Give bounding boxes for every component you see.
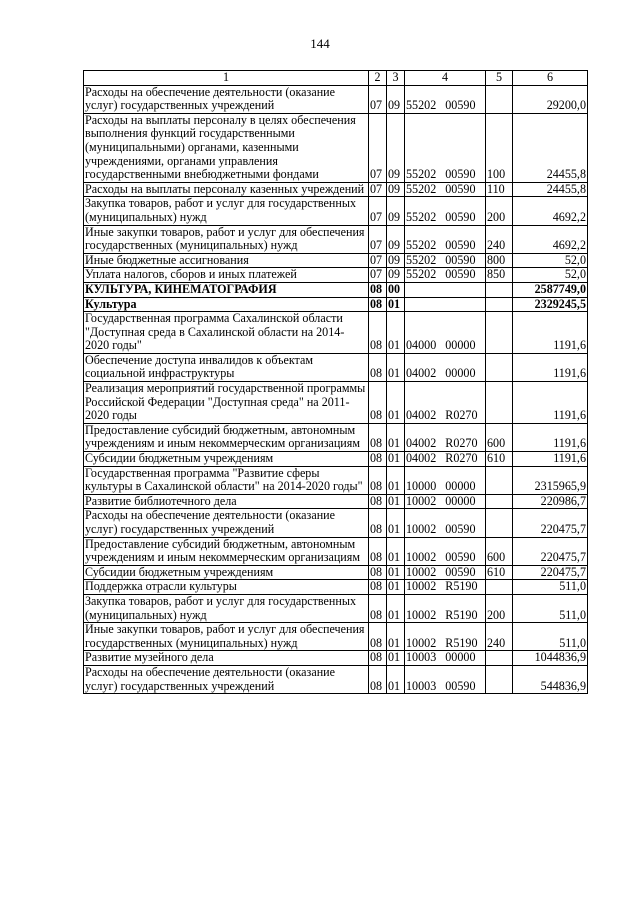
- row-amount: 4692,2: [513, 225, 588, 253]
- row-subsection: 09: [387, 85, 405, 113]
- table-row: [84, 494, 588, 509]
- row-target-article: 10002 R5190: [405, 580, 486, 595]
- row-target-article: 55202 00590: [405, 85, 486, 113]
- row-expense-type: [486, 282, 513, 297]
- row-amount: 2329245,5: [513, 297, 588, 312]
- row-target-article: 10000 00000: [405, 466, 486, 494]
- table-row: [84, 466, 588, 494]
- row-subsection: 01: [387, 537, 405, 565]
- row-target-article: 10002 00590: [405, 565, 486, 580]
- row-section: 08: [369, 353, 387, 381]
- row-expense-type: 110: [486, 182, 513, 197]
- row-target-article: [405, 297, 486, 312]
- row-subsection: 01: [387, 353, 405, 381]
- row-name: Обеспечение доступа инвалидов к объектам социальной инфраструктуры: [84, 353, 369, 381]
- table-row: [84, 282, 588, 297]
- table-row: [84, 113, 588, 182]
- row-subsection: 01: [387, 466, 405, 494]
- row-subsection: 09: [387, 268, 405, 283]
- row-expense-type: 600: [486, 537, 513, 565]
- row-expense-type: [486, 466, 513, 494]
- row-name: Предоставление субсидий бюджетным, автономным учреждениям и иным некоммерческим организациям: [84, 423, 369, 451]
- row-target-article: 04002 00000: [405, 353, 486, 381]
- row-subsection: 01: [387, 312, 405, 354]
- row-target-article: 04002 R0270: [405, 452, 486, 467]
- row-expense-type: 610: [486, 452, 513, 467]
- table-row: [84, 580, 588, 595]
- row-amount: 2315965,9: [513, 466, 588, 494]
- row-expense-type: 240: [486, 225, 513, 253]
- table-row: [84, 182, 588, 197]
- row-subsection: 01: [387, 580, 405, 595]
- row-section: 07: [369, 182, 387, 197]
- row-expense-type: [486, 494, 513, 509]
- row-amount: 1044836,9: [513, 651, 588, 666]
- row-name: Субсидии бюджетным учреждениям: [84, 565, 369, 580]
- row-subsection: 01: [387, 297, 405, 312]
- row-section: 08: [369, 282, 387, 297]
- col-header-section: 2: [369, 71, 387, 86]
- table-row: [84, 665, 588, 693]
- row-expense-type: [486, 353, 513, 381]
- row-expense-type: 610: [486, 565, 513, 580]
- row-section: 07: [369, 268, 387, 283]
- row-name: Иные закупки товаров, работ и услуг для обеспечения государственных (муниципальных) нужд: [84, 225, 369, 253]
- row-expense-type: [486, 509, 513, 537]
- row-section: 07: [369, 197, 387, 225]
- row-section: 08: [369, 651, 387, 666]
- row-name: Государственная программа Сахалинской области "Доступная среда в Сахалинской области на 2014-2020 годы": [84, 312, 369, 354]
- row-section: 08: [369, 423, 387, 451]
- row-name: Государственная программа "Развитие сферы культуры в Сахалинской области" на 2014-2020 годы": [84, 466, 369, 494]
- row-expense-type: 800: [486, 253, 513, 268]
- row-expense-type: [486, 580, 513, 595]
- row-amount: 1191,6: [513, 312, 588, 354]
- table-row: [84, 268, 588, 283]
- row-expense-type: 100: [486, 113, 513, 182]
- table-row: [84, 651, 588, 666]
- row-name: Иные бюджетные ассигнования: [84, 253, 369, 268]
- row-amount: 4692,2: [513, 197, 588, 225]
- row-target-article: 04002 R0270: [405, 382, 486, 424]
- row-amount: 220986,7: [513, 494, 588, 509]
- row-subsection: 01: [387, 565, 405, 580]
- row-target-article: 10002 R5190: [405, 594, 486, 622]
- row-name: Субсидии бюджетным учреждениям: [84, 452, 369, 467]
- row-expense-type: [486, 382, 513, 424]
- table-row: [84, 312, 588, 354]
- table-row: [84, 253, 588, 268]
- table-row: [84, 452, 588, 467]
- row-name: Поддержка отрасли культуры: [84, 580, 369, 595]
- row-subsection: 09: [387, 225, 405, 253]
- row-section: 07: [369, 85, 387, 113]
- row-expense-type: [486, 665, 513, 693]
- table-row: [84, 353, 588, 381]
- row-target-article: 55202 00590: [405, 268, 486, 283]
- row-target-article: 10002 00590: [405, 537, 486, 565]
- row-expense-type: [486, 312, 513, 354]
- row-expense-type: 240: [486, 623, 513, 651]
- row-target-article: 04000 00000: [405, 312, 486, 354]
- row-target-article: 55202 00590: [405, 197, 486, 225]
- row-expense-type: [486, 297, 513, 312]
- row-amount: 24455,8: [513, 182, 588, 197]
- table-row: [84, 623, 588, 651]
- row-name: Расходы на обеспечение деятельности (оказание услуг) государственных учреждений: [84, 85, 369, 113]
- table-row: [84, 423, 588, 451]
- row-amount: 511,0: [513, 594, 588, 622]
- row-amount: 29200,0: [513, 85, 588, 113]
- row-section: 07: [369, 113, 387, 182]
- row-subsection: 09: [387, 113, 405, 182]
- row-name: Расходы на обеспечение деятельности (оказание услуг) государственных учреждений: [84, 665, 369, 693]
- row-target-article: 10003 00000: [405, 651, 486, 666]
- row-name: Расходы на обеспечение деятельности (оказание услуг) государственных учреждений: [84, 509, 369, 537]
- row-subsection: 01: [387, 494, 405, 509]
- row-section: 08: [369, 452, 387, 467]
- row-expense-type: 850: [486, 268, 513, 283]
- row-subsection: 01: [387, 665, 405, 693]
- row-target-article: 10002 R5190: [405, 623, 486, 651]
- row-section: 08: [369, 594, 387, 622]
- row-name: Уплата налогов, сборов и иных платежей: [84, 268, 369, 283]
- table-body: [84, 85, 588, 694]
- table-row: [84, 565, 588, 580]
- row-name: Развитие библиотечного дела: [84, 494, 369, 509]
- row-section: 08: [369, 297, 387, 312]
- col-header-subsection: 3: [387, 71, 405, 86]
- row-target-article: 55202 00590: [405, 253, 486, 268]
- row-amount: 2587749,0: [513, 282, 588, 297]
- row-amount: 1191,6: [513, 382, 588, 424]
- table-row: [84, 85, 588, 113]
- row-section: 07: [369, 253, 387, 268]
- row-name: Закупка товаров, работ и услуг для государственных (муниципальных) нужд: [84, 594, 369, 622]
- row-amount: 1191,6: [513, 423, 588, 451]
- row-target-article: 55202 00590: [405, 113, 486, 182]
- row-subsection: 09: [387, 182, 405, 197]
- row-amount: 24455,8: [513, 113, 588, 182]
- table-row: [84, 297, 588, 312]
- row-section: 08: [369, 623, 387, 651]
- col-header-expense-type: 5: [486, 71, 513, 86]
- row-name: Реализация мероприятий государственной программы Российской Федерации "Доступная среда" на 2011-2020 годы: [84, 382, 369, 424]
- row-subsection: 01: [387, 423, 405, 451]
- col-header-target-article: 4: [405, 71, 486, 86]
- row-amount: 220475,7: [513, 537, 588, 565]
- table-row: [84, 537, 588, 565]
- row-name: КУЛЬТУРА, КИНЕМАТОГРАФИЯ: [84, 282, 369, 297]
- row-subsection: 01: [387, 623, 405, 651]
- row-name: Предоставление субсидий бюджетным, автономным учреждениям и иным некоммерческим организациям: [84, 537, 369, 565]
- row-expense-type: 200: [486, 197, 513, 225]
- budget-table: [83, 70, 588, 694]
- row-name: Расходы на выплаты персоналу казенных учреждений: [84, 182, 369, 197]
- table-row: [84, 594, 588, 622]
- row-amount: 52,0: [513, 253, 588, 268]
- row-subsection: 09: [387, 253, 405, 268]
- row-amount: 544836,9: [513, 665, 588, 693]
- row-target-article: [405, 282, 486, 297]
- row-amount: 1191,6: [513, 452, 588, 467]
- row-subsection: 01: [387, 382, 405, 424]
- row-target-article: 55202 00590: [405, 182, 486, 197]
- row-section: 08: [369, 466, 387, 494]
- row-subsection: 00: [387, 282, 405, 297]
- row-name: Иные закупки товаров, работ и услуг для обеспечения государственных (муниципальных) нужд: [84, 623, 369, 651]
- row-name: Закупка товаров, работ и услуг для государственных (муниципальных) нужд: [84, 197, 369, 225]
- row-expense-type: [486, 651, 513, 666]
- row-section: 08: [369, 580, 387, 595]
- table-row: [84, 197, 588, 225]
- table-row: [84, 382, 588, 424]
- row-section: 08: [369, 665, 387, 693]
- row-name: Расходы на выплаты персоналу в целях обеспечения выполнения функций государственными (муниципальными) органами, казенными учреждениями, органами управления государственными внебюджетными фондами: [84, 113, 369, 182]
- row-section: 08: [369, 494, 387, 509]
- row-target-article: 55202 00590: [405, 225, 486, 253]
- row-expense-type: 600: [486, 423, 513, 451]
- row-section: 08: [369, 537, 387, 565]
- row-target-article: 10002 00590: [405, 509, 486, 537]
- row-subsection: 01: [387, 452, 405, 467]
- table-row: [84, 225, 588, 253]
- row-amount: 511,0: [513, 623, 588, 651]
- row-name: Развитие музейного дела: [84, 651, 369, 666]
- row-section: 08: [369, 312, 387, 354]
- row-section: 08: [369, 509, 387, 537]
- row-section: 07: [369, 225, 387, 253]
- row-subsection: 01: [387, 594, 405, 622]
- row-expense-type: 200: [486, 594, 513, 622]
- row-section: 08: [369, 382, 387, 424]
- row-amount: 52,0: [513, 268, 588, 283]
- row-amount: 220475,7: [513, 565, 588, 580]
- row-section: 08: [369, 565, 387, 580]
- row-amount: 1191,6: [513, 353, 588, 381]
- header-row: [84, 71, 588, 86]
- row-amount: 220475,7: [513, 509, 588, 537]
- row-subsection: 01: [387, 651, 405, 666]
- row-subsection: 01: [387, 509, 405, 537]
- row-expense-type: [486, 85, 513, 113]
- row-amount: 511,0: [513, 580, 588, 595]
- col-header-name: 1: [84, 71, 369, 86]
- row-target-article: 10002 00000: [405, 494, 486, 509]
- table-row: [84, 509, 588, 537]
- row-subsection: 09: [387, 197, 405, 225]
- row-target-article: 10003 00590: [405, 665, 486, 693]
- row-target-article: 04002 R0270: [405, 423, 486, 451]
- row-name: Культура: [84, 297, 369, 312]
- col-header-amount: 6: [513, 71, 588, 86]
- page-number: 144: [310, 36, 330, 51]
